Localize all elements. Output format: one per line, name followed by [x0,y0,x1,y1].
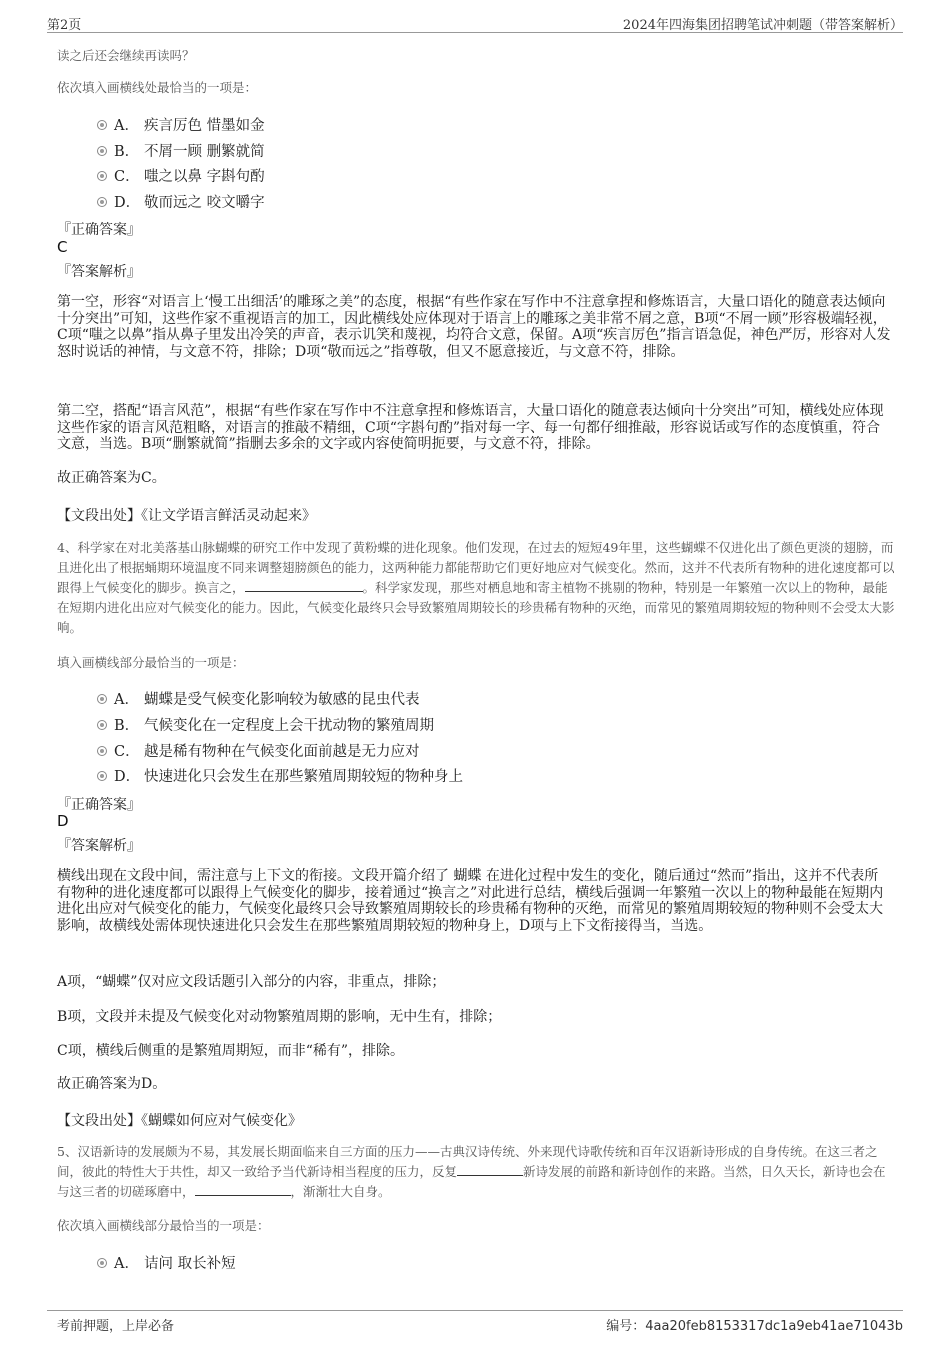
fill-blank [195,1183,291,1196]
option-d[interactable] [97,765,597,789]
option-letter: B． [114,718,140,734]
page-footer [47,1310,903,1334]
analysis-paragraph: 第二空，搭配“语言风范”，根据“有些作家在写作中不注意拿捏和修炼语言，大量口语化的随意表达倾向十分突出”可知，横线处应体现这些作家的语言风范粗略，对语言的推敲不精细，C项“字斟句酌”指对每一字、每一句都仔细推敲，形容说话或写作的态度慎重，符合文意，当选。B项“删繁就简”指删去多余的文字或内容使简明扼要，与文意不符，排除。 [57,403,884,452]
code-value: 4aa20feb8153317dc1a9eb41ae71043b [645,1319,903,1334]
option-b[interactable] [97,140,497,164]
correct-answer-label: 『正确答案』 [57,222,141,238]
analysis-option-a: A项，“蝴蝶”仅对应文段话题引入部分的内容，非重点，排除； [57,974,446,990]
analysis-paragraph: 横线出现在文段中间，需注意与上下文的衔接。文段开篇介绍了 蝴蝶 在进化过程中发生的变化，随后通过“然而”指出，这并不代表所有物种的进化速度都可以跟得上气候变化的脚步，接着通过“换言之”对此进行总结，横线后强调一年繁殖一次以上的物种最能在短期内进化出应对气候变化的能力，气候变化最终只会导致繁殖周期较长的珍贵稀有物种的灭绝，而常见的繁殖周期较短的物种则不会受太大影响，故横线处需体现快速进化只会发生在那些繁殖周期较短的物种身上，D项与上下文衔接得当，当选。 [57,868,884,934]
question-text-part: 4、科学家在对北美落基山脉蝴蝶的研究工作中发现了黄粉蝶的进化现象。他们发现，在过去的短短49年里，这些蝴蝶不仅进化出了颜色更淡的翅膀，而且进化出了根据蛹期环境温度不同来调整翅膀颜色的能力，这两种能力都能帮助它们更好地应对气候变化。然而，这并不代表所有物种的进化速度都可以跟得上气候变化的脚步。换言之， [57,540,895,595]
option-letter: D． [114,769,141,785]
question-text [57,1142,897,1202]
question-text-part: ，渐渐壮大自身。 [290,1184,391,1199]
analysis-option-c: C项，横线后侧重的是繁殖周期短，而非“稀有”，排除。 [57,1043,405,1059]
footer-slogan: 考前押题，上岸必备 [57,1319,175,1334]
option-text: 越是稀有物种在气候变化面前越是无力应对 [144,744,420,760]
option-text: 诘问 取长补短 [144,1256,236,1272]
question-prompt: 依次填入画横线部分最恰当的一项是： [57,1218,270,1233]
option-letter: C． [114,169,140,185]
correct-answer: D [57,812,69,830]
option-text: 气候变化在一定程度上会干扰动物的繁殖周期 [144,718,434,734]
analysis-paragraph: 第一空，形容“对语言上‘慢工出细活’的雕琢之美”的态度，根据“有些作家在写作中不注意拿捏和修炼语言，大量口语化的随意表达倾向十分突出”可知，这些作家不重视语言的加工，因此横线处应体现对于语言上的雕琢之美非常不屑之意，B项“不屑一顾”形容极端轻视，C项“嗤之以鼻”指从鼻子里发出冷笑的声音，表示讥笑和蔑视，均符合文意，保留。A项“疾言厉色”指言语急促，神色严厉，形容对人发怒时说话的神情，与文意不符，排除；D项“敬而远之”指尊敬，但又不愿意接近，与文意不符，排除。 [57,294,891,360]
page-number: 第2页 [47,18,82,33]
analysis-conclusion: 故正确答案为C。 [57,470,166,486]
option-a[interactable] [97,688,597,712]
radio-icon[interactable] [97,694,107,704]
option-c[interactable] [97,165,497,189]
radio-icon[interactable] [97,1258,107,1268]
question-prompt: 填入画横线部分最恰当的一项是： [57,655,245,670]
radio-icon[interactable] [97,720,107,730]
option-b[interactable] [97,714,597,738]
fill-blank [245,579,363,592]
passage-source: 【文段出处】《让文学语言鲜活灵动起来》 [57,508,316,524]
option-a[interactable] [97,1252,497,1276]
document-code [606,1315,903,1334]
radio-icon[interactable] [97,197,107,207]
analysis-conclusion: 故正确答案为D。 [57,1076,167,1092]
option-letter: D． [114,195,141,211]
option-text: 敬而远之 咬文嚼字 [144,195,265,211]
correct-answer-label: 『正确答案』 [57,797,141,813]
option-text: 疾言厉色 惜墨如金 [144,118,265,134]
fill-blank [457,1163,523,1176]
page-header [47,10,903,33]
question-prompt: 依次填入画横线处最恰当的一项是： [57,80,258,95]
option-c[interactable] [97,740,597,764]
analysis-option-b: B项，文段并未提及气候变化对动物繁殖周期的影响，无中生有，排除； [57,1009,502,1025]
radio-icon[interactable] [97,146,107,156]
analysis-label: 『答案解析』 [57,264,141,280]
passage-source: 【文段出处】《蝴蝶如何应对气候变化》 [57,1113,302,1129]
code-label: 编号： [606,1319,646,1334]
question-text-part: 5、汉语新诗的发展颇为不易，其发展长期面临来自三方面的压力——古典汉诗传统、外来现代诗歌传统和百年汉语新诗形成的自身传统。在这三者之间，彼此的特性大于共性，却又一致给予当代新诗相当程度的压力，反复 [57,1144,878,1179]
option-text: 蝴蝶是受气候变化影响较为敏感的昆虫代表 [144,692,420,708]
option-text: 快速进化只会发生在那些繁殖周期较短的物种身上 [144,769,463,785]
correct-answer: C [57,238,68,256]
question-text-part: 新诗发展的前路和新诗创作的来路。当然，日久天长，新诗也会在与这三者的切磋琢磨中， [57,1164,886,1199]
option-text: 嗤之以鼻 字斟句酌 [144,169,265,185]
option-letter: A． [114,1256,139,1272]
document-title: 2024年四海集团招聘笔试冲刺题（带答案解析） [622,18,903,33]
option-letter: A． [114,118,139,134]
option-letter: C． [114,744,140,760]
question-text [57,538,897,638]
radio-icon[interactable] [97,746,107,756]
question-tail-text: 读之后还会继续再读吗？ [57,48,195,63]
option-letter: B． [114,144,140,160]
option-d[interactable] [97,191,497,215]
question-text-part: 。科学家发现，那些对栖息地和寄主植物不挑剔的物种，特别是一年繁殖一次以上的物种，最能在短期内进化出应对气候变化的能力。因此，气候变化最终只会导致繁殖周期较长的珍贵稀有物种的灭绝，而常见的繁殖周期较短的物种则不会受太大影响。 [57,580,895,635]
option-text: 不屑一顾 删繁就简 [144,144,265,160]
radio-icon[interactable] [97,771,107,781]
radio-icon[interactable] [97,171,107,181]
analysis-label: 『答案解析』 [57,838,141,854]
radio-icon[interactable] [97,120,107,130]
option-a[interactable] [97,114,497,138]
option-letter: A． [114,692,139,708]
